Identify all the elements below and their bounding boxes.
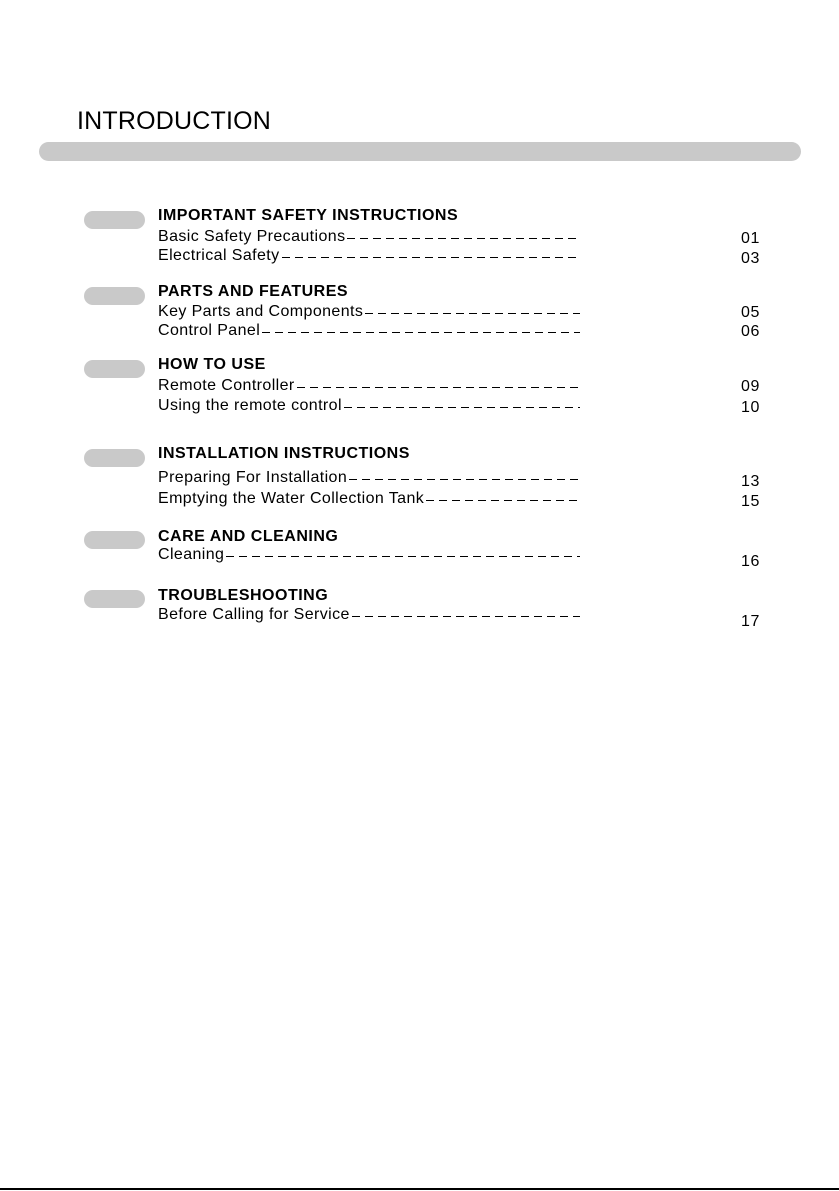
toc-entry[interactable] [0, 302, 839, 322]
toc-entry[interactable] [0, 396, 839, 416]
toc-entry[interactable] [0, 545, 839, 565]
toc-entry[interactable] [0, 605, 839, 625]
dotted-leader [297, 387, 580, 388]
toc-page-number: 05 [741, 304, 760, 321]
toc-page-number: 13 [741, 473, 760, 490]
dotted-leader [365, 313, 580, 314]
section-heading: TROUBLESHOOTING [158, 587, 329, 604]
toc-page-number: 10 [741, 399, 760, 416]
toc-entry-label: Before Calling for Service [158, 606, 350, 623]
toc-page-number: 17 [741, 613, 760, 630]
page-title: INTRODUCTION [77, 107, 272, 135]
toc-entry-label: Basic Safety Precautions [158, 228, 346, 245]
dotted-leader [349, 479, 580, 480]
toc-entry-label: Electrical Safety [158, 247, 280, 264]
toc-entry-label: Control Panel [158, 322, 261, 339]
toc-entry[interactable] [0, 321, 839, 341]
toc-entry[interactable] [0, 246, 839, 266]
toc-page-number: 16 [741, 553, 760, 570]
section-heading: PARTS AND FEATURES [158, 283, 349, 300]
toc-entry-label: Preparing For Installation [158, 469, 348, 486]
toc-entry-label: Emptying the Water Collection Tank [158, 490, 425, 507]
section-heading: HOW TO USE [158, 356, 266, 373]
toc-entry[interactable] [0, 376, 839, 396]
toc-entry-label: Remote Controller [158, 377, 295, 394]
toc-page-number: 01 [741, 230, 760, 247]
toc-page-number: 15 [741, 493, 760, 510]
dotted-leader [344, 407, 580, 408]
dotted-leader [262, 332, 580, 333]
dotted-leader [426, 500, 580, 501]
section-marker-pill [84, 449, 145, 467]
toc-page-number: 09 [741, 378, 760, 395]
toc-entry[interactable] [0, 489, 839, 509]
toc-page-number: 06 [741, 323, 760, 340]
section-heading: CARE AND CLEANING [158, 528, 339, 545]
dotted-leader [226, 556, 580, 557]
section-heading: IMPORTANT SAFETY INSTRUCTIONS [158, 207, 459, 224]
toc-entry[interactable] [0, 468, 839, 488]
toc-page-number: 03 [741, 250, 760, 267]
dotted-leader [347, 238, 580, 239]
toc-entry-label: Using the remote control [158, 397, 342, 414]
toc-entry-label: Key Parts and Components [158, 303, 364, 320]
footer-rule [0, 1188, 839, 1190]
toc-entry[interactable] [0, 227, 839, 247]
dotted-leader [352, 616, 580, 617]
section-heading: INSTALLATION INSTRUCTIONS [158, 445, 410, 462]
title-divider-bar [39, 142, 801, 161]
dotted-leader [282, 257, 580, 258]
toc-entry-label: Cleaning [158, 546, 225, 563]
